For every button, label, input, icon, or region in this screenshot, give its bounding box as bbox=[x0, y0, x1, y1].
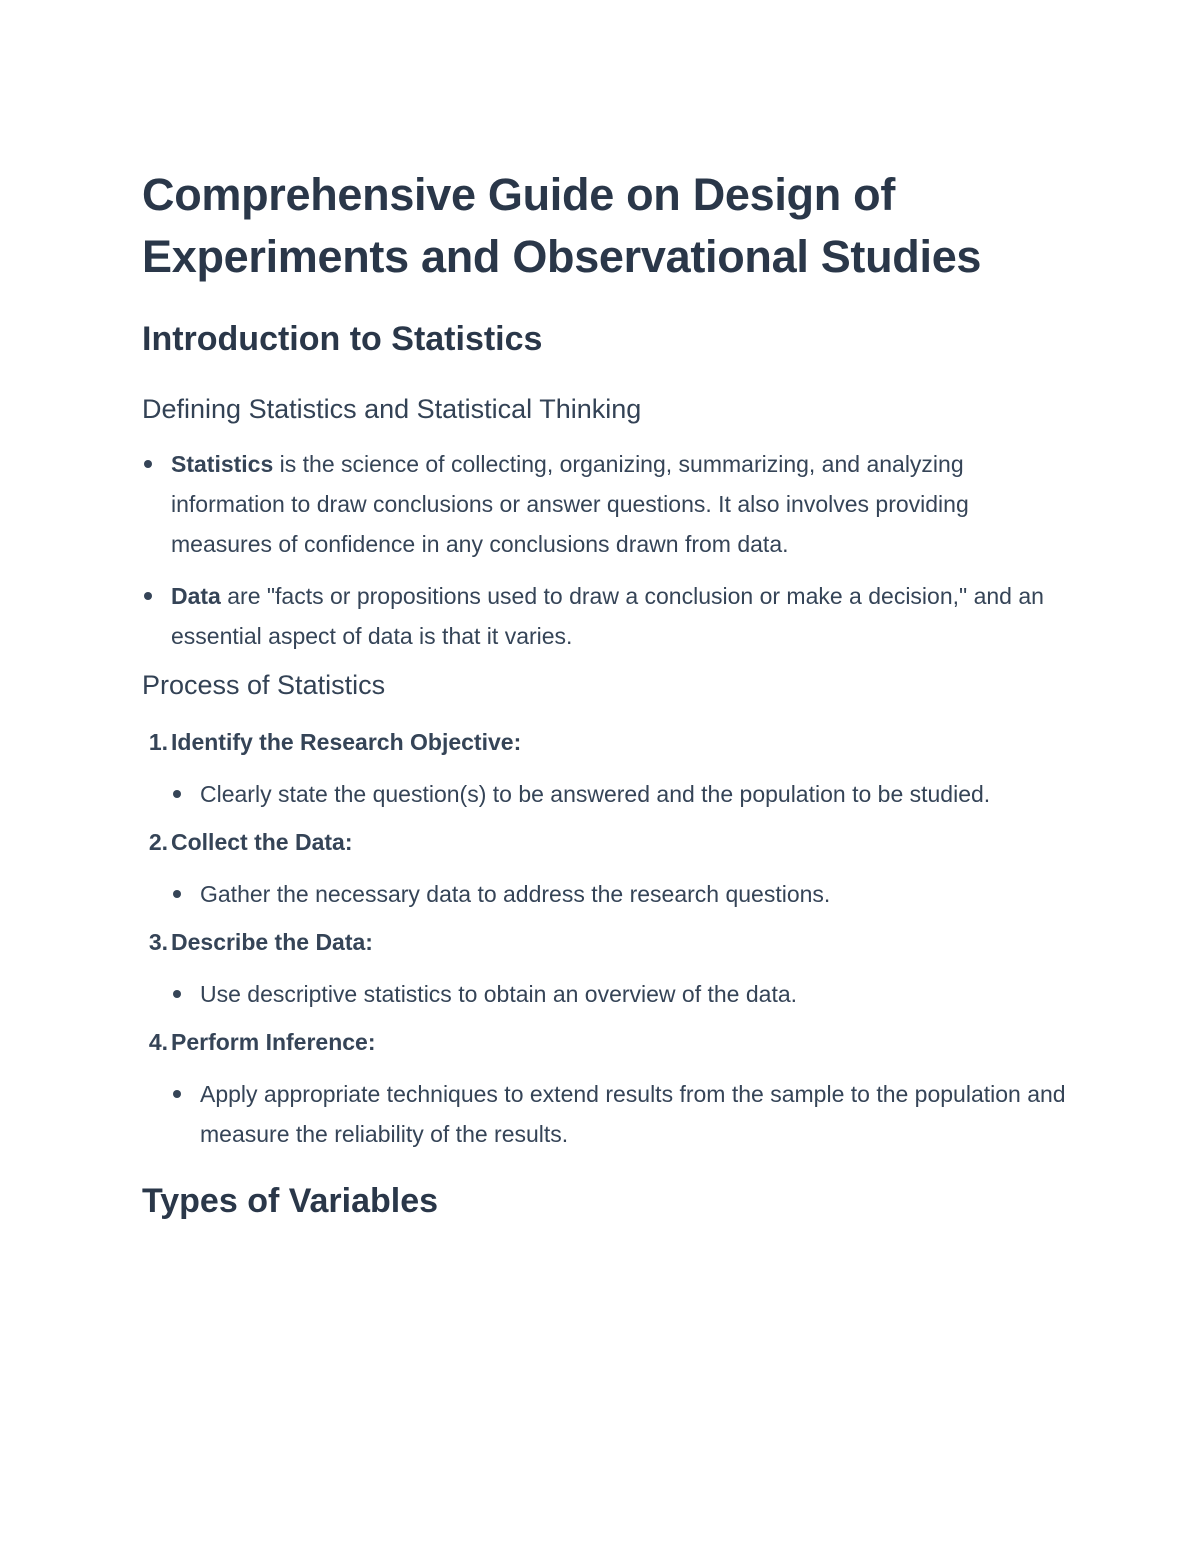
section-heading-types-of-variables: Types of Variables bbox=[142, 1182, 439, 1220]
step-details bbox=[171, 774, 1072, 814]
step-title: Collect the Data: bbox=[171, 829, 353, 855]
term-statistics: Statistics bbox=[171, 451, 274, 477]
list-item bbox=[142, 576, 1072, 656]
term-data: Data bbox=[171, 583, 221, 609]
step-title: Perform Inference: bbox=[171, 1029, 376, 1055]
step-details bbox=[171, 1074, 1072, 1154]
subsection-heading-process: Process of Statistics bbox=[142, 670, 386, 700]
step-detail-text: Gather the necessary data to address the research questions. bbox=[200, 881, 831, 907]
list-item bbox=[171, 1074, 1072, 1154]
bullet-icon bbox=[173, 790, 181, 798]
process-step bbox=[142, 1022, 1072, 1154]
step-title: Identify the Research Objective: bbox=[171, 729, 522, 755]
list-item bbox=[171, 774, 1072, 814]
step-number: 1. bbox=[148, 729, 168, 755]
bullet-icon bbox=[144, 460, 152, 468]
list-item bbox=[142, 444, 1072, 564]
step-title: Describe the Data: bbox=[171, 929, 373, 955]
step-detail-text: Use descriptive statistics to obtain an overview of the data. bbox=[200, 981, 798, 1007]
list-item bbox=[171, 974, 1072, 1014]
definition-list bbox=[142, 444, 1072, 656]
step-details bbox=[171, 974, 1072, 1014]
bullet-icon bbox=[144, 592, 152, 600]
definition-text: is the science of collecting, organizing, summarizing, and analyzing information to draw conclusions or answer questions. It also involves providing measures of confidence in any conclusions drawn from data. bbox=[171, 451, 969, 557]
bullet-icon bbox=[173, 990, 181, 998]
step-number: 2. bbox=[148, 829, 168, 855]
subsection-heading-defining: Defining Statistics and Statistical Thinking bbox=[142, 394, 642, 424]
step-detail-text: Clearly state the question(s) to be answered and the population to be studied. bbox=[200, 781, 991, 807]
list-item bbox=[171, 874, 1072, 914]
process-step bbox=[142, 922, 1072, 1014]
step-number: 4. bbox=[148, 1029, 168, 1055]
definition-text: are "facts or propositions used to draw a conclusion or make a decision," and an essential aspect of data is that it varies. bbox=[171, 583, 1044, 649]
process-step bbox=[142, 822, 1072, 914]
document-title: Comprehensive Guide on Design of Experiments and Observational Studies bbox=[142, 169, 982, 282]
step-details bbox=[171, 874, 1072, 914]
step-detail-text: Apply appropriate techniques to extend results from the sample to the population and measure the reliability of the results. bbox=[200, 1081, 1066, 1147]
step-number: 3. bbox=[148, 929, 168, 955]
process-step bbox=[142, 722, 1072, 814]
document-page bbox=[142, 164, 1072, 1222]
bullet-icon bbox=[173, 890, 181, 898]
bullet-icon bbox=[173, 1090, 181, 1098]
process-steps bbox=[142, 722, 1072, 1154]
section-heading-introduction: Introduction to Statistics bbox=[142, 320, 543, 358]
